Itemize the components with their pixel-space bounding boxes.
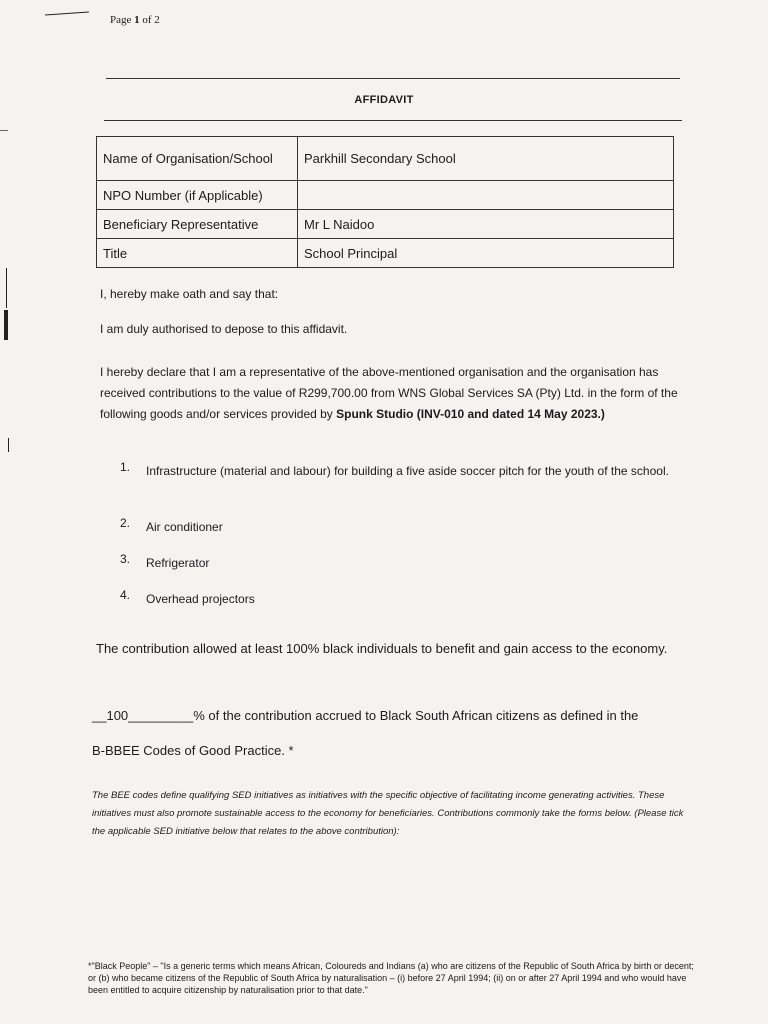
details-table (96, 136, 674, 268)
table-value (298, 181, 674, 210)
list-item-text: Infrastructure (material and labour) for building a five aside soccer pitch for the youth of the school. (146, 464, 669, 478)
percent-blank: _________ (128, 708, 194, 723)
document-title: AFFIDAVIT (354, 94, 414, 106)
codes-statement: B-BBEE Codes of Good Practice. * (92, 743, 294, 758)
table-value: Mr L Naidoo (298, 210, 674, 239)
page-label: Page (110, 14, 135, 26)
table-label: NPO Number (if Applicable) (97, 181, 298, 210)
percent-suffix: % of the contribution accrued to Black South African citizens as defined in the (193, 708, 639, 723)
authorised-statement: I am duly authorised to depose to this affidavit. (100, 322, 348, 336)
list-item-number: 4. (120, 588, 131, 602)
percent-prefix: __ (92, 708, 107, 723)
list-item-text: Air conditioner (146, 520, 223, 534)
declaration-provider: Spunk Studio (INV-010 and dated 14 May 2023.) (336, 407, 605, 421)
declaration-text: I hereby declare that I am a representative of the above-mentioned organisation and the organisation has received contributions to the value of R299,700.00 from WNS Global Services SA (Pty) Ltd. in the form of the following goods and/or services provided by (100, 365, 678, 421)
table-row (97, 181, 674, 210)
list-item-text: Overhead projectors (146, 592, 255, 606)
page-number (110, 14, 160, 26)
table-row (97, 137, 674, 181)
scan-artifact-left-2 (4, 310, 8, 340)
declaration-paragraph (100, 362, 690, 425)
contribution-statement: The contribution allowed at least 100% black individuals to benefit and gain access to the economy. (96, 641, 668, 656)
table-value: Parkhill Secondary School (298, 137, 674, 181)
oath-statement: I, hereby make oath and say that: (100, 287, 279, 301)
scan-artifact-left-4 (0, 130, 8, 131)
bee-note: The BEE codes define qualifying SED initiatives as initiatives with the specific objective of facilitating income generating activities. These initiatives must also promote sustainable access to the economy for beneficiaries. Contributions commonly take the forms below. (Please tick the applicable SED initiative below that relates to the above contribution): (92, 790, 684, 837)
percent-value: 100 (106, 708, 129, 723)
table-label: Beneficiary Representative (97, 210, 298, 239)
page-current: 1 (134, 14, 140, 26)
scan-artifact-left-3 (8, 438, 9, 452)
list-item-number: 2. (120, 516, 131, 530)
table-value: School Principal (298, 239, 674, 268)
footnote: *"Black People" – "Is a generic terms which means African, Coloureds and Indians (a) who are citizens of the Republic of South Africa by birth or decent; or (b) who became citizens of the Republic of South Africa by naturalisation – (i) before 27 April 1994; (ii) on or after 27 April 1994 and who would have been entitled to acquire citizenship by naturalisation prior to that date." (88, 961, 694, 995)
scan-artifact-left-1 (6, 268, 7, 308)
table-row (97, 210, 674, 239)
scan-artifact-top (45, 11, 89, 15)
title-rule-bottom (104, 120, 682, 121)
page-total: of 2 (139, 14, 160, 26)
list-item-number: 1. (120, 460, 131, 474)
list-item-number: 3. (120, 552, 131, 566)
title-rule-top (106, 78, 680, 79)
list-item-text: Refrigerator (146, 556, 210, 570)
table-label: Name of Organisation/School (97, 137, 298, 181)
table-row (97, 239, 674, 268)
percentage-statement (92, 705, 692, 726)
table-label: Title (97, 239, 298, 268)
